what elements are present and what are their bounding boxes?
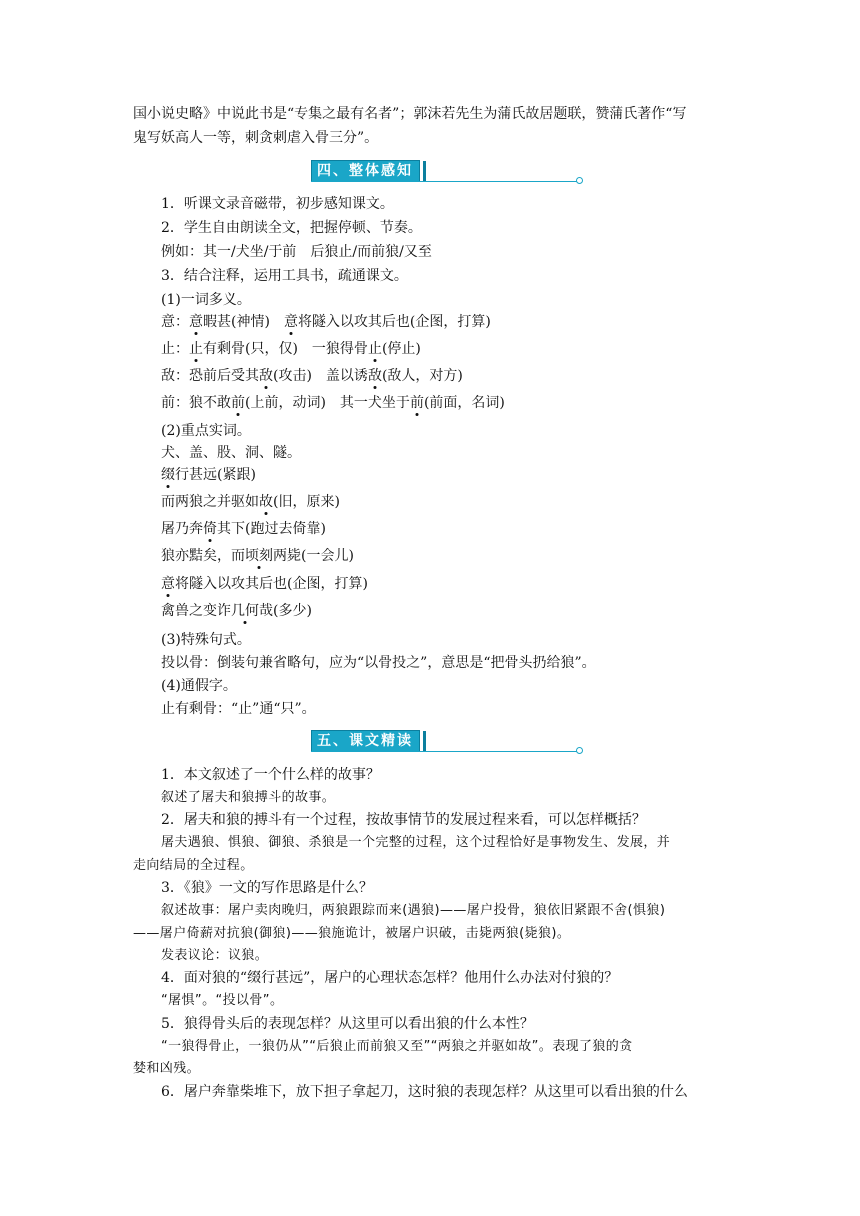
answer-2-line-2: 走向结局的全过程。 bbox=[133, 858, 254, 873]
question-6: 6．屠户奔靠柴堆下，放下担子拿起刀，这时狼的表现怎样？从这里可以看出狼的什么 bbox=[161, 1084, 688, 1100]
intro-line-1: 国小说史略》中说此书是“专集之最有名者”；郭沫若先生为蒲氏故居题联，赞蒲氏著作“写 bbox=[133, 106, 687, 122]
para-4-1: 1．听课文录音磁带，初步感知课文。 bbox=[161, 196, 394, 212]
answer-2-line-1: 屠夫遇狼、惧狼、御狼、杀狼是一个完整的过程，这个过程恰好是事物发生、发展，并 bbox=[161, 835, 671, 850]
banner-accent-bar bbox=[423, 731, 426, 751]
banner-dot bbox=[576, 177, 583, 184]
banner-accent-bar bbox=[423, 161, 426, 181]
answer-5-line-2: 婪和凶残。 bbox=[133, 1061, 201, 1076]
answer-1: 叙述了屠夫和狼搏斗的故事。 bbox=[161, 790, 336, 805]
para-4-example: 例如：其一/犬坐/于前 后狼止/而前狼/又至 bbox=[161, 244, 432, 260]
banner-rule bbox=[311, 181, 579, 182]
banner-rule bbox=[311, 751, 579, 752]
key-word-4: 狼亦黠矣，而顷刻两毙(一会儿) bbox=[161, 548, 354, 564]
answer-4: “屠惧”。“投以骨”。 bbox=[161, 993, 284, 1008]
heading-key-words: (2)重点实词。 bbox=[161, 423, 251, 439]
key-word-2: 而两狼之并驱如故(旧，原来) bbox=[161, 494, 340, 510]
key-word-6: 禽兽之变诈几何哉(多少) bbox=[161, 603, 312, 619]
answer-3-line-2: ——屠户倚薪对抗狼(御狼)——狼施诡计，被屠户识破，击毙两狼(毙狼)。 bbox=[133, 926, 571, 941]
question-3: 3．《狼》一文的写作思路是什么？ bbox=[161, 880, 373, 896]
interchangeable-text: 止有剩骨：“止”通“只”。 bbox=[161, 701, 316, 717]
polysemy-yi: 意：意暇甚(神情) 意将隧入以攻其后也(企图，打算) bbox=[161, 314, 491, 330]
key-word-5: 意将隧入以攻其后也(企图，打算) bbox=[161, 576, 368, 592]
question-1: 1．本文叙述了一个什么样的故事？ bbox=[161, 767, 380, 783]
polysemy-zhi: 止：止有剩骨(只，仅) 一狼得骨止(停止) bbox=[161, 341, 421, 357]
key-words-list: 犬、盖、股、洞、隧。 bbox=[161, 445, 301, 461]
question-4: 4．面对狼的“缀行甚远”，屠户的心理状态怎样？他用什么办法对付狼的？ bbox=[161, 970, 619, 986]
section-5-banner bbox=[311, 730, 581, 752]
section-4-banner bbox=[311, 160, 581, 182]
heading-polysemy: (1)一词多义。 bbox=[161, 292, 251, 308]
key-word-3: 屠乃奔倚其下(跑过去倚靠) bbox=[161, 521, 326, 537]
question-5: 5．狼得骨头后的表现怎样？从这里可以看出狼的什么本性？ bbox=[161, 1016, 534, 1032]
answer-3-line-1: 叙述故事：屠户卖肉晚归，两狼跟踪而来(遇狼)——屠户投骨，狼依旧紧跟不舍(惧狼) bbox=[161, 903, 666, 918]
answer-5-line-1: “一狼得骨止，一狼仍从”“后狼止而前狼又至”“两狼之并驱如故”。表现了狼的贪 bbox=[161, 1039, 633, 1054]
section-5-title: 五、课文精读 bbox=[311, 730, 420, 752]
banner-dot bbox=[576, 747, 583, 754]
polysemy-di: 敌：恐前后受其敌(攻击) 盖以诱敌(敌人，对方) bbox=[161, 368, 463, 384]
answer-3-line-3: 发表议论：议狼。 bbox=[161, 948, 269, 963]
section-4-title: 四、整体感知 bbox=[311, 160, 420, 182]
question-2: 2．屠夫和狼的搏斗有一个过程，按故事情节的发展过程来看，可以怎样概括？ bbox=[161, 812, 646, 828]
polysemy-qian: 前：狼不敢前(上前，动词) 其一犬坐于前(前面，名词) bbox=[161, 395, 505, 411]
para-4-3: 3．结合注释，运用工具书，疏通课文。 bbox=[161, 268, 408, 284]
heading-interchangeable: (4)通假字。 bbox=[161, 678, 237, 694]
para-4-2: 2．学生自由朗读全文，把握停顿、节奏。 bbox=[161, 220, 422, 236]
heading-special-syntax: (3)特殊句式。 bbox=[161, 632, 251, 648]
special-syntax-text: 投以骨：倒装句兼省略句，应为“以骨投之”，意思是“把骨头扔给狼”。 bbox=[161, 655, 596, 671]
key-word-1: 缀行甚远(紧跟) bbox=[161, 467, 256, 483]
intro-line-2: 鬼写妖高人一等，刺贪刺虐入骨三分”。 bbox=[133, 130, 379, 146]
